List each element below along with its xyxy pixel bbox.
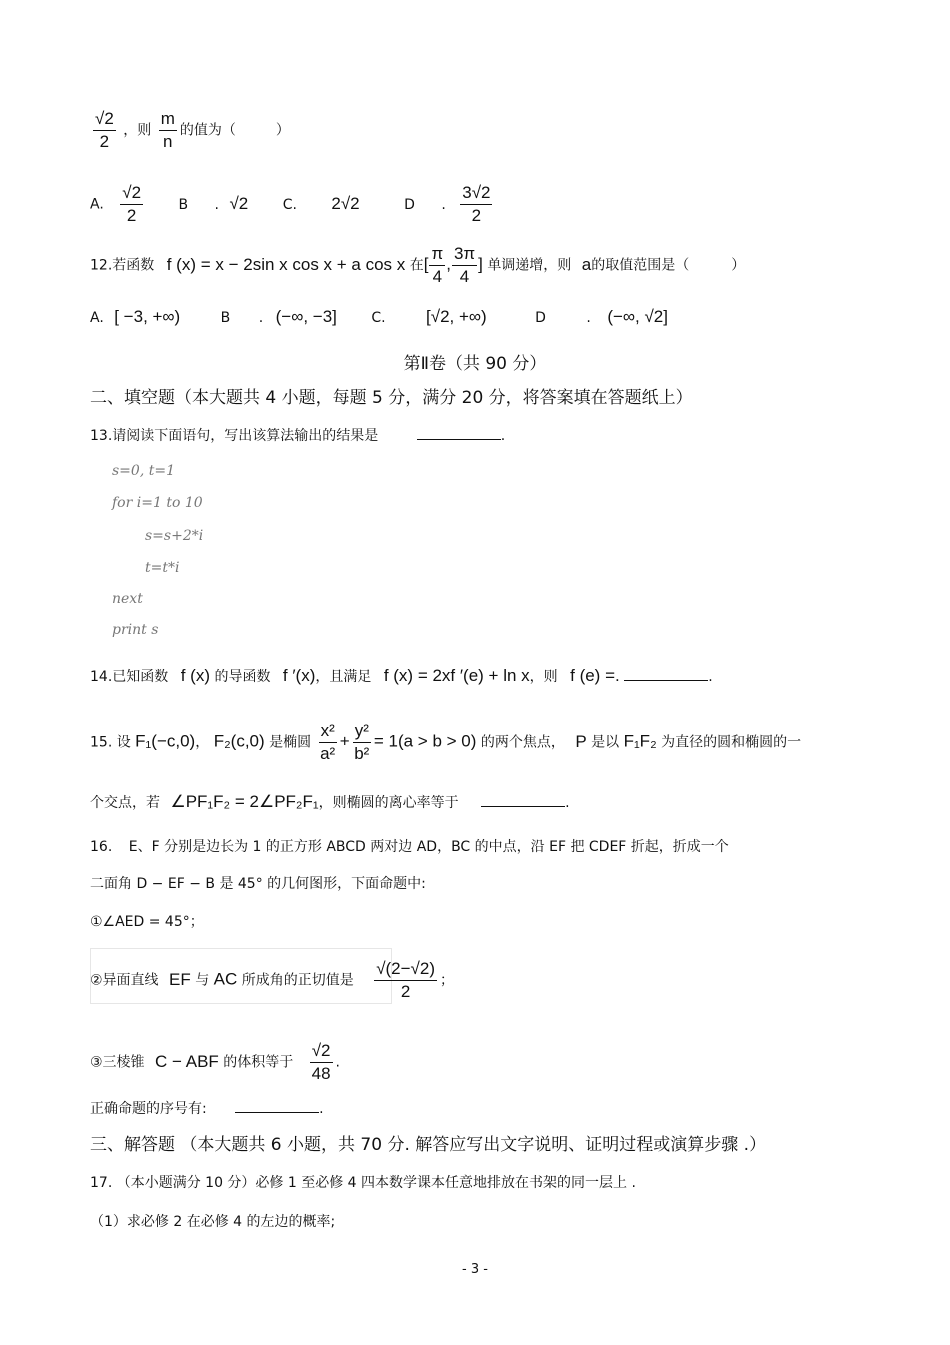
- option-b-label: B: [178, 196, 189, 213]
- function-expression: f (x) = x − 2sin x cos x + a cos x: [166, 254, 406, 274]
- option-a-label: A.: [90, 196, 104, 213]
- text: ，且满足: [315, 669, 372, 685]
- fraction-x-a: $\frac{\text{x²}}{\text{a²}}$: [320, 721, 336, 763]
- text: ，: [195, 734, 210, 751]
- text: 与: [195, 972, 210, 989]
- text: 是椭圆: [269, 734, 312, 751]
- proposition-3: [90, 1040, 340, 1085]
- fraction-3pi-4: $\frac{3\pi}{4}$: [453, 244, 476, 286]
- comma: ,: [446, 254, 451, 274]
- option-d-value: (−∞, √2]: [607, 307, 668, 326]
- answer-blank[interactable]: [417, 425, 501, 440]
- text: .: [335, 1054, 340, 1071]
- math: = 1(a > b > 0): [373, 731, 477, 751]
- q11-options: [90, 182, 495, 227]
- code-line: next: [112, 591, 143, 607]
- option-d-label: D: [404, 196, 415, 213]
- math: C − ABF: [155, 1051, 219, 1071]
- question-number: 16.: [90, 839, 113, 855]
- part3-heading: 三、解答题 （本大题共 6 小题，共 70 分. 解答应写出文字说明、证明过程或演算步骤 .）: [90, 1135, 767, 1155]
- math: f (e) =.: [570, 666, 620, 685]
- math: ∠PF₁F₂ = 2∠PF₂F₁: [170, 792, 319, 811]
- bracket: ]: [478, 254, 483, 274]
- fraction: $\frac{√2}{2}$: [95, 109, 114, 151]
- option-c-value: 2√2: [331, 193, 360, 213]
- text: 所成角的正切值是: [241, 972, 354, 989]
- fraction-y-b: $\frac{\text{y²}}{\text{b²}}$: [354, 721, 370, 763]
- text: ③三棱锥: [90, 1054, 145, 1071]
- section-title: 第Ⅱ卷（共 90 分）: [403, 354, 547, 374]
- text: 正确命题的序号有:: [90, 1101, 207, 1117]
- fraction-volume: $\frac{√2}{48}$: [311, 1041, 331, 1083]
- option-c-label: C.: [371, 310, 386, 326]
- math: F₁F₂: [623, 731, 657, 751]
- question-number: 14.: [90, 669, 113, 685]
- code-line: s=0, t=1: [112, 463, 175, 479]
- answer-blank[interactable]: [235, 1098, 319, 1113]
- text: 单调递增，则: [487, 257, 572, 274]
- text: ，则: [529, 669, 558, 685]
- proposition-1: ①∠AED = 45°；: [90, 914, 204, 930]
- text: .: [500, 428, 506, 444]
- math: EF: [169, 969, 191, 989]
- code-line: t=t*i: [145, 560, 180, 576]
- text: 设: [116, 734, 131, 751]
- math: f (x) = 2xf ′(e) + ln x: [383, 666, 530, 685]
- math: f ′(x): [282, 666, 316, 685]
- dot: .: [441, 196, 446, 213]
- text: 的导函数: [214, 669, 271, 685]
- question-15-line2: [90, 792, 570, 813]
- fraction-m-n: $\frac{m}{n}$: [160, 109, 175, 151]
- math: F₁(−c,0): [135, 731, 196, 751]
- answer-blank[interactable]: [624, 666, 708, 681]
- text: .: [319, 1101, 324, 1117]
- text: ）: [275, 122, 290, 139]
- text: ②异面直线: [90, 972, 159, 989]
- dot: .: [214, 196, 219, 213]
- math: F₂(c,0): [213, 731, 265, 751]
- question-17-part1: （1）求必修 2 在必修 4 的左边的概率;: [90, 1214, 336, 1230]
- text: 的值为（: [179, 122, 236, 139]
- option-a-value: $\frac{√2}{2}$: [122, 183, 142, 225]
- text: ，则: [123, 122, 152, 139]
- option-d-label: D: [535, 310, 546, 326]
- question-17: 17. （本小题满分 10 分）必修 1 至必修 4 四本数学课本任意地排放在书架的同一层上 .: [90, 1175, 636, 1191]
- text: 的两个焦点，: [480, 734, 565, 751]
- text: 请阅读下面语句，写出该算法输出的结果是: [112, 428, 379, 444]
- code-line: s=s+2*i: [145, 528, 204, 544]
- question-number: 15.: [90, 734, 113, 751]
- answer-line-16: [90, 1098, 324, 1119]
- text: ，则椭圆的离心率等于: [318, 795, 459, 811]
- question-13: [90, 425, 505, 446]
- fraction-tangent: $\frac{√(2-√2)}{2}$: [376, 959, 436, 1001]
- text: 在: [409, 257, 424, 274]
- code-line: print s: [112, 622, 159, 638]
- option-b-value: (−∞, −3]: [275, 307, 337, 326]
- part2-heading: 二、填空题（本大题共 4 小题，每题 5 分，满分 20 分，将答案填在答题纸上）: [90, 388, 693, 408]
- math: AC: [213, 969, 238, 989]
- text: ；: [440, 972, 455, 989]
- code-line: for i=1 to 10: [112, 495, 203, 511]
- text: E、F 分别是边长为 1 的正方形 ABCD 两对边 AD，BC 的中点，沿 EF 把 CDEF 折起，折成一个: [128, 839, 729, 855]
- option-c-label: C.: [282, 196, 297, 213]
- bracket: [: [423, 254, 429, 274]
- option-b-value: √2: [229, 193, 249, 213]
- option-d-value: $\frac{3√2}{2}$: [462, 183, 491, 225]
- question-15: [90, 720, 801, 765]
- answer-blank[interactable]: [481, 792, 565, 807]
- question-16: [90, 837, 729, 857]
- text: .: [565, 795, 570, 811]
- question-number: 12.: [90, 257, 113, 274]
- math: f (x): [180, 666, 210, 685]
- proposition-2: [90, 958, 454, 1003]
- dot: .: [258, 310, 264, 326]
- text: ）: [731, 257, 746, 274]
- text: 的体积等于: [223, 1054, 294, 1071]
- text: 若函数: [112, 257, 155, 274]
- question-12: [90, 243, 745, 288]
- option-a-label: A.: [90, 310, 104, 326]
- question-14: [90, 666, 713, 687]
- text: 是以: [591, 734, 620, 751]
- option-c-value: [√2, +∞): [426, 307, 487, 326]
- q11-tail: [90, 108, 290, 153]
- variable-a: a: [581, 254, 592, 274]
- option-b-label: B: [220, 310, 231, 326]
- q12-options: [90, 307, 668, 328]
- text: 的取值范围是（: [591, 257, 690, 274]
- page-number: - 3 -: [462, 1262, 488, 1277]
- text: 已知函数: [112, 669, 169, 685]
- text: 个交点，若: [90, 795, 160, 811]
- text: 为直径的圆和椭圆的一: [661, 734, 802, 751]
- fraction-pi-4: $\frac{\pi}{4}$: [431, 244, 444, 286]
- question-16-line2: 二面角 D − EF − B 是 45° 的几何图形，下面命题中:: [90, 876, 426, 892]
- text: .: [708, 669, 713, 685]
- dot: .: [586, 310, 591, 326]
- option-a-value: [ −3, +∞): [114, 307, 181, 326]
- math: P: [575, 731, 587, 751]
- question-number: 13.: [90, 428, 113, 444]
- math: +: [339, 731, 350, 751]
